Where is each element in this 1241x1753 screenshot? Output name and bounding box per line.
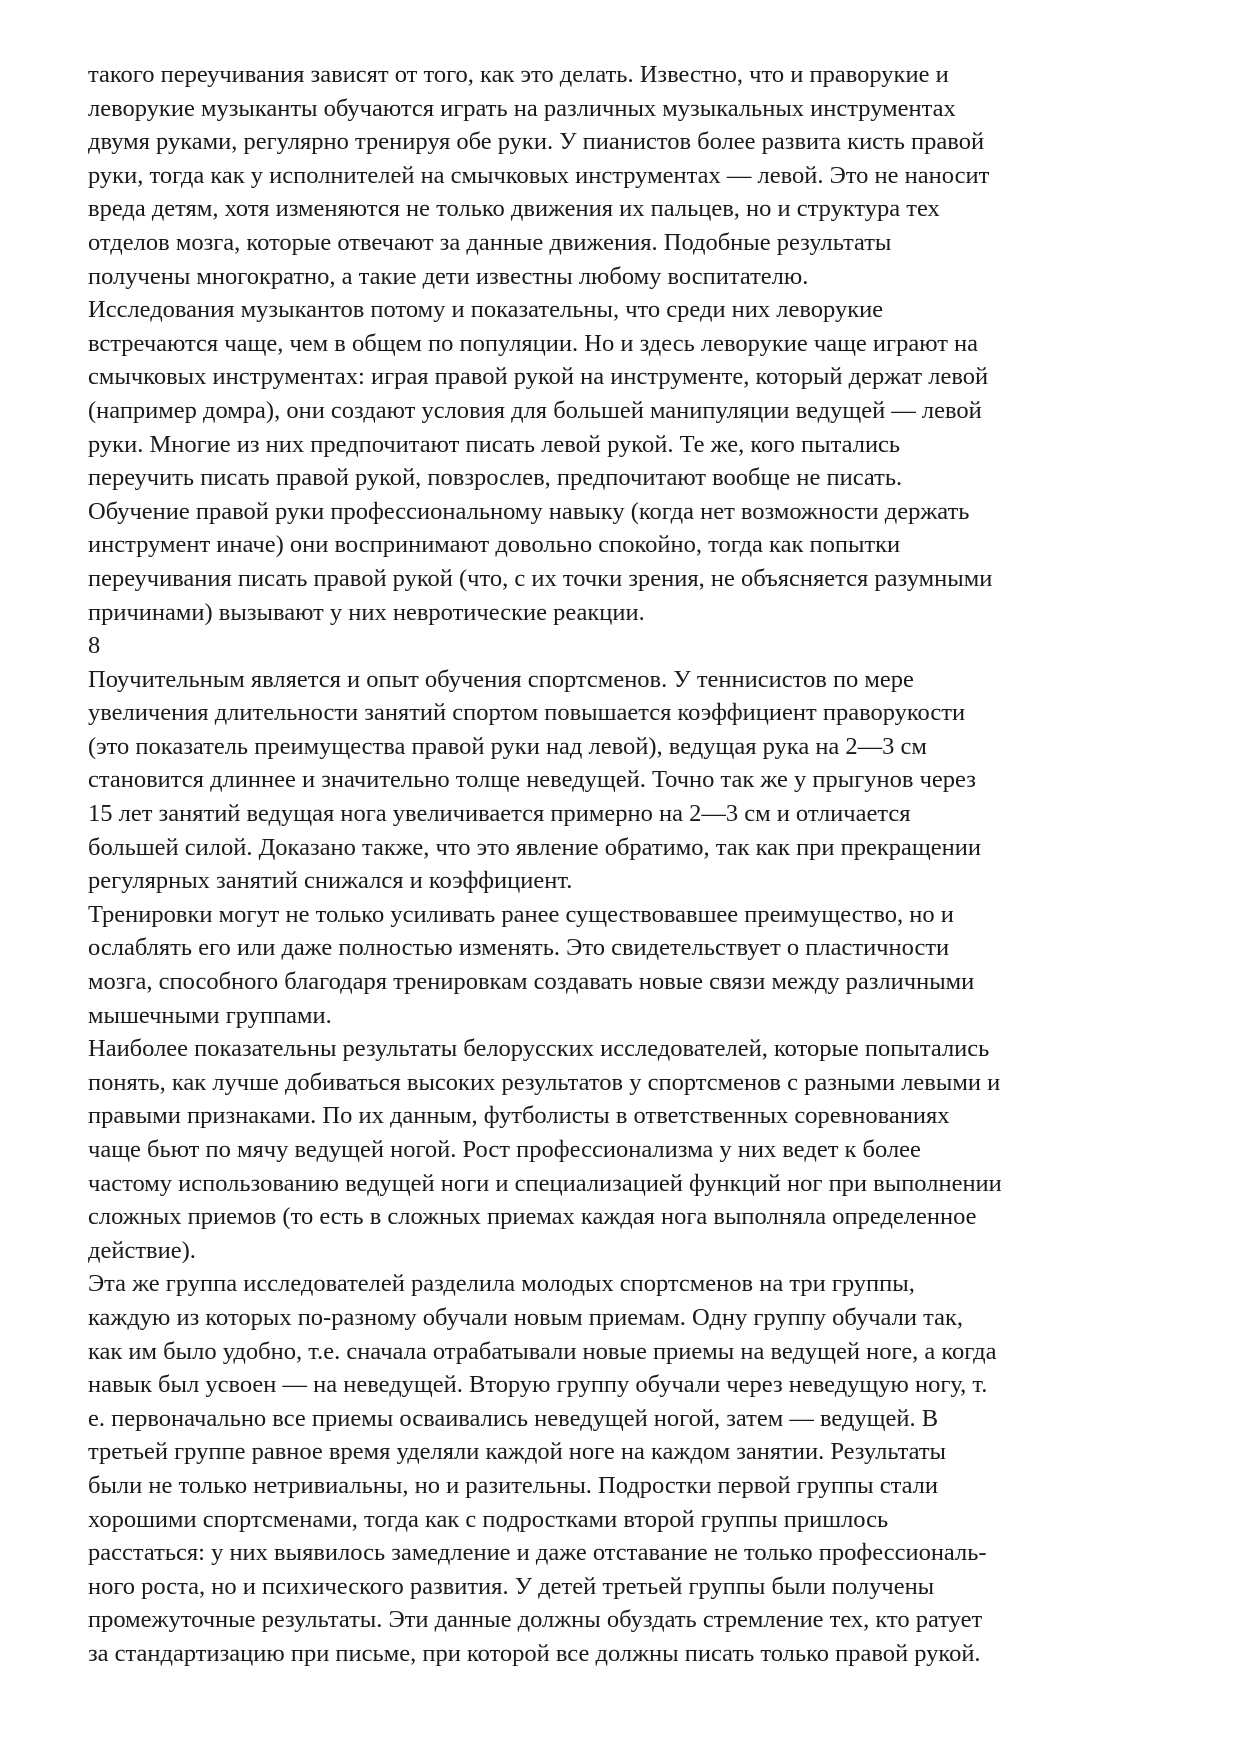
text-line: действие). [88, 1236, 196, 1264]
text-line: Тренировки могут не только усиливать ранее существовавшее преимущество, но и [88, 900, 954, 928]
text-line: каждую из которых по-разному обучали новым приемам. Одну группу обучали так, [88, 1303, 963, 1331]
text-line: понять, как лучше добиваться высоких результатов у спортсменов с разными левыми и [88, 1068, 1001, 1096]
text-line: двумя руками, регулярно тренируя обе руки. У пианистов более развита кисть правой [88, 128, 985, 156]
text-line: переучить писать правой рукой, повзрослев, предпочитают вообще не писать. [88, 464, 903, 492]
text-line: смычковых инструментах: играя правой рукой на инструменте, который держат левой [88, 363, 989, 391]
text-line: промежуточные результаты. Эти данные должны обуздать стремление тех, кто ратует [88, 1606, 983, 1634]
text-line: такого переучивания зависят от того, как это делать. Известно, что и праворукие и [88, 61, 949, 88]
paragraph [88, 663, 1188, 898]
paragraph [88, 293, 1188, 629]
text-line: мышечными группами. [88, 1001, 332, 1029]
text-line: ослаблять его или даже полностью изменять. Это свидетельствует о пластичности [88, 934, 950, 962]
text-line: встречаются чаще, чем в общем по популяции. Но и здесь леворукие чаще играют на [88, 329, 979, 357]
text-line: сложных приемов (то есть в сложных приемах каждая нога выполняла определенное [88, 1203, 977, 1231]
text-line: е. первоначально все приемы осваивались неведущей ногой, затем — ведущей. В [88, 1404, 939, 1432]
page-number [88, 629, 1188, 663]
text-line: Исследования музыкантов потому и показательны, что среди них леворукие [88, 296, 884, 324]
text-line: хорошими спортсменами, тогда как с подростками второй группы пришлось [88, 1505, 889, 1533]
text-line: были не только нетривиальны, но и разительны. Подростки первой группы стали [88, 1471, 939, 1499]
text-line: чаще бьют по мячу ведущей ногой. Рост профессионализма у них ведет к более [88, 1136, 921, 1163]
text-line: большей силой. Доказано также, что это явление обратимо, так как при прекращении [88, 833, 982, 861]
text-line: руки. Многие из них предпочитают писать левой рукой. Те же, кого пытались [88, 430, 901, 458]
page-number-text: 8 [88, 632, 101, 660]
text-line: Эта же группа исследователей разделила молодых спортсменов на три группы, [88, 1270, 915, 1298]
text-line: леворукие музыканты обучаются играть на различных музыкальных инструментах [88, 94, 956, 122]
text-line: навык был усвоен — на неведущей. Вторую группу обучали через неведущую ногу, т. [88, 1371, 988, 1399]
text-line: расстаться: у них выявилось замедление и даже отставание не только профессиональ- [88, 1539, 987, 1567]
paragraph [88, 1267, 1188, 1670]
text-line: Наиболее показательны результаты белорусских исследователей, которые попытались [88, 1035, 990, 1063]
paragraph [88, 898, 1188, 1032]
text-line: руки, тогда как у исполнителей на смычковых инструментах — левой. Это не наносит [88, 161, 990, 189]
text-line: 15 лет занятий ведущая нога увеличивается примерно на 2—3 см и отличается [88, 800, 911, 828]
text-line: инструмент иначе) они воспринимают довольно спокойно, тогда как попытки [88, 531, 901, 559]
text-line: Обучение правой руки профессиональному навыку (когда нет возможности держать [88, 497, 970, 525]
text-line: за стандартизацию при письме, при которой все должны писать только правой рукой. [88, 1639, 981, 1667]
text-line: (это показатель преимущества правой руки над левой), ведущая рука на 2—3 см [88, 732, 927, 760]
text-line: отделов мозга, которые отвечают за данные движения. Подобные результаты [88, 228, 892, 256]
text-line: вреда детям, хотя изменяются не только движения их пальцев, но и структура тех [88, 195, 940, 223]
text-line: увеличения длительности занятий спортом повышается коэффициент праворукости [88, 699, 966, 727]
text-line: частому использованию ведущей ноги и специализацией функций ног при выполнении [88, 1169, 1002, 1197]
text-line: Поучительным является и опыт обучения спортсменов. У теннисистов по мере [88, 665, 914, 693]
text-line: получены многократно, а такие дети известны любому воспитателю. [88, 262, 809, 290]
text-line: третьей группе равное время уделяли каждой ноге на каждом занятии. Результаты [88, 1438, 947, 1466]
text-line: становится длиннее и значительно толще неведущей. Точно так же у прыгунов через [88, 766, 976, 794]
text-line: ного роста, но и психического развития. У детей третьей группы были получены [88, 1572, 935, 1600]
paragraph [88, 58, 1188, 293]
text-line: (например домра), они создают условия для большей манипуляции ведущей — левой [88, 396, 982, 424]
text-line: переучивания писать правой рукой (что, с их точки зрения, не объясняется разумными [88, 564, 993, 592]
text-line: регулярных занятий снижался и коэффициент. [88, 867, 573, 895]
document-page [88, 58, 1188, 1671]
paragraph [88, 1032, 1188, 1267]
text-line: причинами) вызывают у них невротические реакции. [88, 598, 645, 626]
text-line: правыми признаками. По их данным, футболисты в ответственных соревнованиях [88, 1102, 950, 1130]
text-line: мозга, способного благодаря тренировкам создавать новые связи между различными [88, 968, 975, 996]
text-line: как им было удобно, т.е. сначала отрабатывали новые приемы на ведущей ноге, а когда [88, 1337, 997, 1365]
